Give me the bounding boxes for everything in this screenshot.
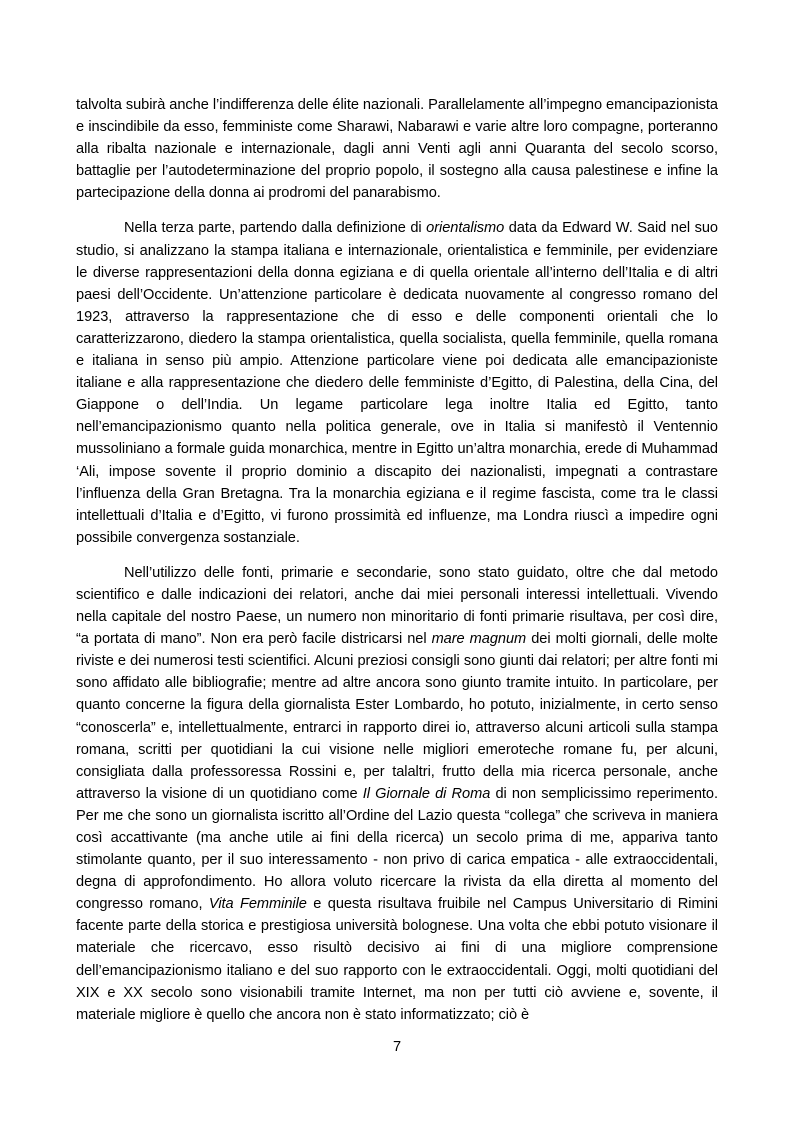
- text-run: Nella terza parte, partendo dalla definizione di: [124, 220, 427, 237]
- page-number: 7: [392, 1039, 402, 1055]
- text-run: talvolta subirà anche l’indifferenza delle élite nazionali. Parallelamente all’impegno emancipazionista e inscindibile da esso, femministe come Sharawi, Nabarawi e varie altre loro compagne, porteranno alla ribalta nazionale e internazionale, dagli anni Venti agli anni Quaranta del secolo scorso, battaglie per l’autodeterminazione del proprio popolo, il sostegno alla causa palestinese e infine la partecipazione della donna ai prodromi del panarabismo.: [76, 97, 718, 202]
- italic-term: orientalismo: [426, 220, 505, 237]
- text-run: dei molti giornali, delle molte riviste e dei numerosi testi scientifici. Alcuni preziosi consigli sono giunti dai relatori; per altre fonti mi sono affidato alle bibliografie; mentre ad altre ancora sono giunto tramite intuito. In particolare, per quanto concerne la figura della giornalista Ester Lombardo, ho potuto, inizialmente, in certo senso “conoscerla” e, intellettualmente, entrarci in rapporto direi io, attraverso alcuni articoli sulla stampa romana, scritti per quotidiani la cui visione nelle migliori emeroteche romane fu, per alcuni, consigliata dalla professoressa Rossini e, per talaltri, frutto della mia ricerca personale, anche attraverso la visione di un quotidiano come: [76, 631, 718, 802]
- body-text: [76, 94, 718, 1026]
- paragraph: [76, 217, 718, 548]
- italic-term: mare magnum: [431, 631, 527, 648]
- text-run: Nell’utilizzo delle fonti, primarie e secondarie, sono stato guidato, oltre che dal metodo scientifico e dalle indicazioni dei relatori, anche dai miei personali interessi intellettuali. Vivendo nella capitale del nostro Paese, un numero non minoritario di fonti primarie risultava, per così dire, “a portata di mano”. Non era però facile districarsi nel: [76, 564, 718, 648]
- italic-term: Il Giornale di Roma: [362, 785, 491, 802]
- text-run: di non semplicissimo reperimento. Per me che sono un giornalista iscritto all’Ordine del Lazio questa “collega” che scriveva in maniera così accattivante (ma anche utile ai fini della ricerca) un secolo prima di me, appariva tanto stimolante quanto, per il suo interessamento - non privo di carica empatica - alle extraoccidentali, degna di approfondimento. Ho allora voluto ricercare la rivista da ella diretta al momento del congresso romano,: [76, 785, 718, 913]
- text-run: data da Edward W. Said nel suo studio, si analizzano la stampa italiana e internazionale, orientalistica e femminile, per evidenziare le diverse rappresentazioni della donna egiziana e di quella orientale all’interno dell’Italia e di altri paesi dell’Occidente. Un’attenzione particolare è dedicata nuovamente al congresso romano del 1923, attraverso la rappresentazione che di esso e delle componenti orientali che lo caratterizzarono, diedero la stampa orientalistica, quella socialista, quella femminile, quella romana e italiana in senso più ampio. Attenzione particolare viene poi dedicata alle emancipazioniste italiane e alla rappresentazione che diedero delle femministe d’Egitto, di Palestina, della Cina, del Giappone o dell’India. Un legame particolare lega inoltre Italia ed Egitto, tanto nell’emancipazionismo quanto nella politica generale, ove in Italia si manifestò il Ventennio mussoliniano a formale guida monarchica, mentre in Egitto un’altra monarchia, erede di Muhammad ‘Ali, impose sovente il proprio dominio a discapito dei nazionalisti, impegnati a contrastare l’influenza della Gran Bretagna. Tra la monarchia egiziana e il regime fascista, come tra le classi intellettuali d’Italia e d’Egitto, vi furono prossimità ed influenze, ma Londra riuscì a impedire ogni possibile convergenza sostanziale.: [76, 220, 718, 546]
- italic-term: Vita Femminile: [208, 896, 307, 913]
- text-run: e questa risultava fruibile nel Campus Universitario di Rimini facente parte della storica e prestigiosa università bolognese. Una volta che ebbi potuto visionare il materiale che ricercavo, esso risultò decisivo ai fini di una migliore comprensione dell’emancipazionismo italiano e del suo rapporto con le extraoccidentali. Oggi, molti quotidiani del XIX e XX secolo sono visionabili tramite Internet, ma non per tutti ciò avviene e, sovente, il materiale migliore è quello che ancora non è stato informatizzato; ciò è: [76, 896, 718, 1023]
- paragraph: [76, 94, 718, 204]
- paragraph: [76, 562, 718, 1026]
